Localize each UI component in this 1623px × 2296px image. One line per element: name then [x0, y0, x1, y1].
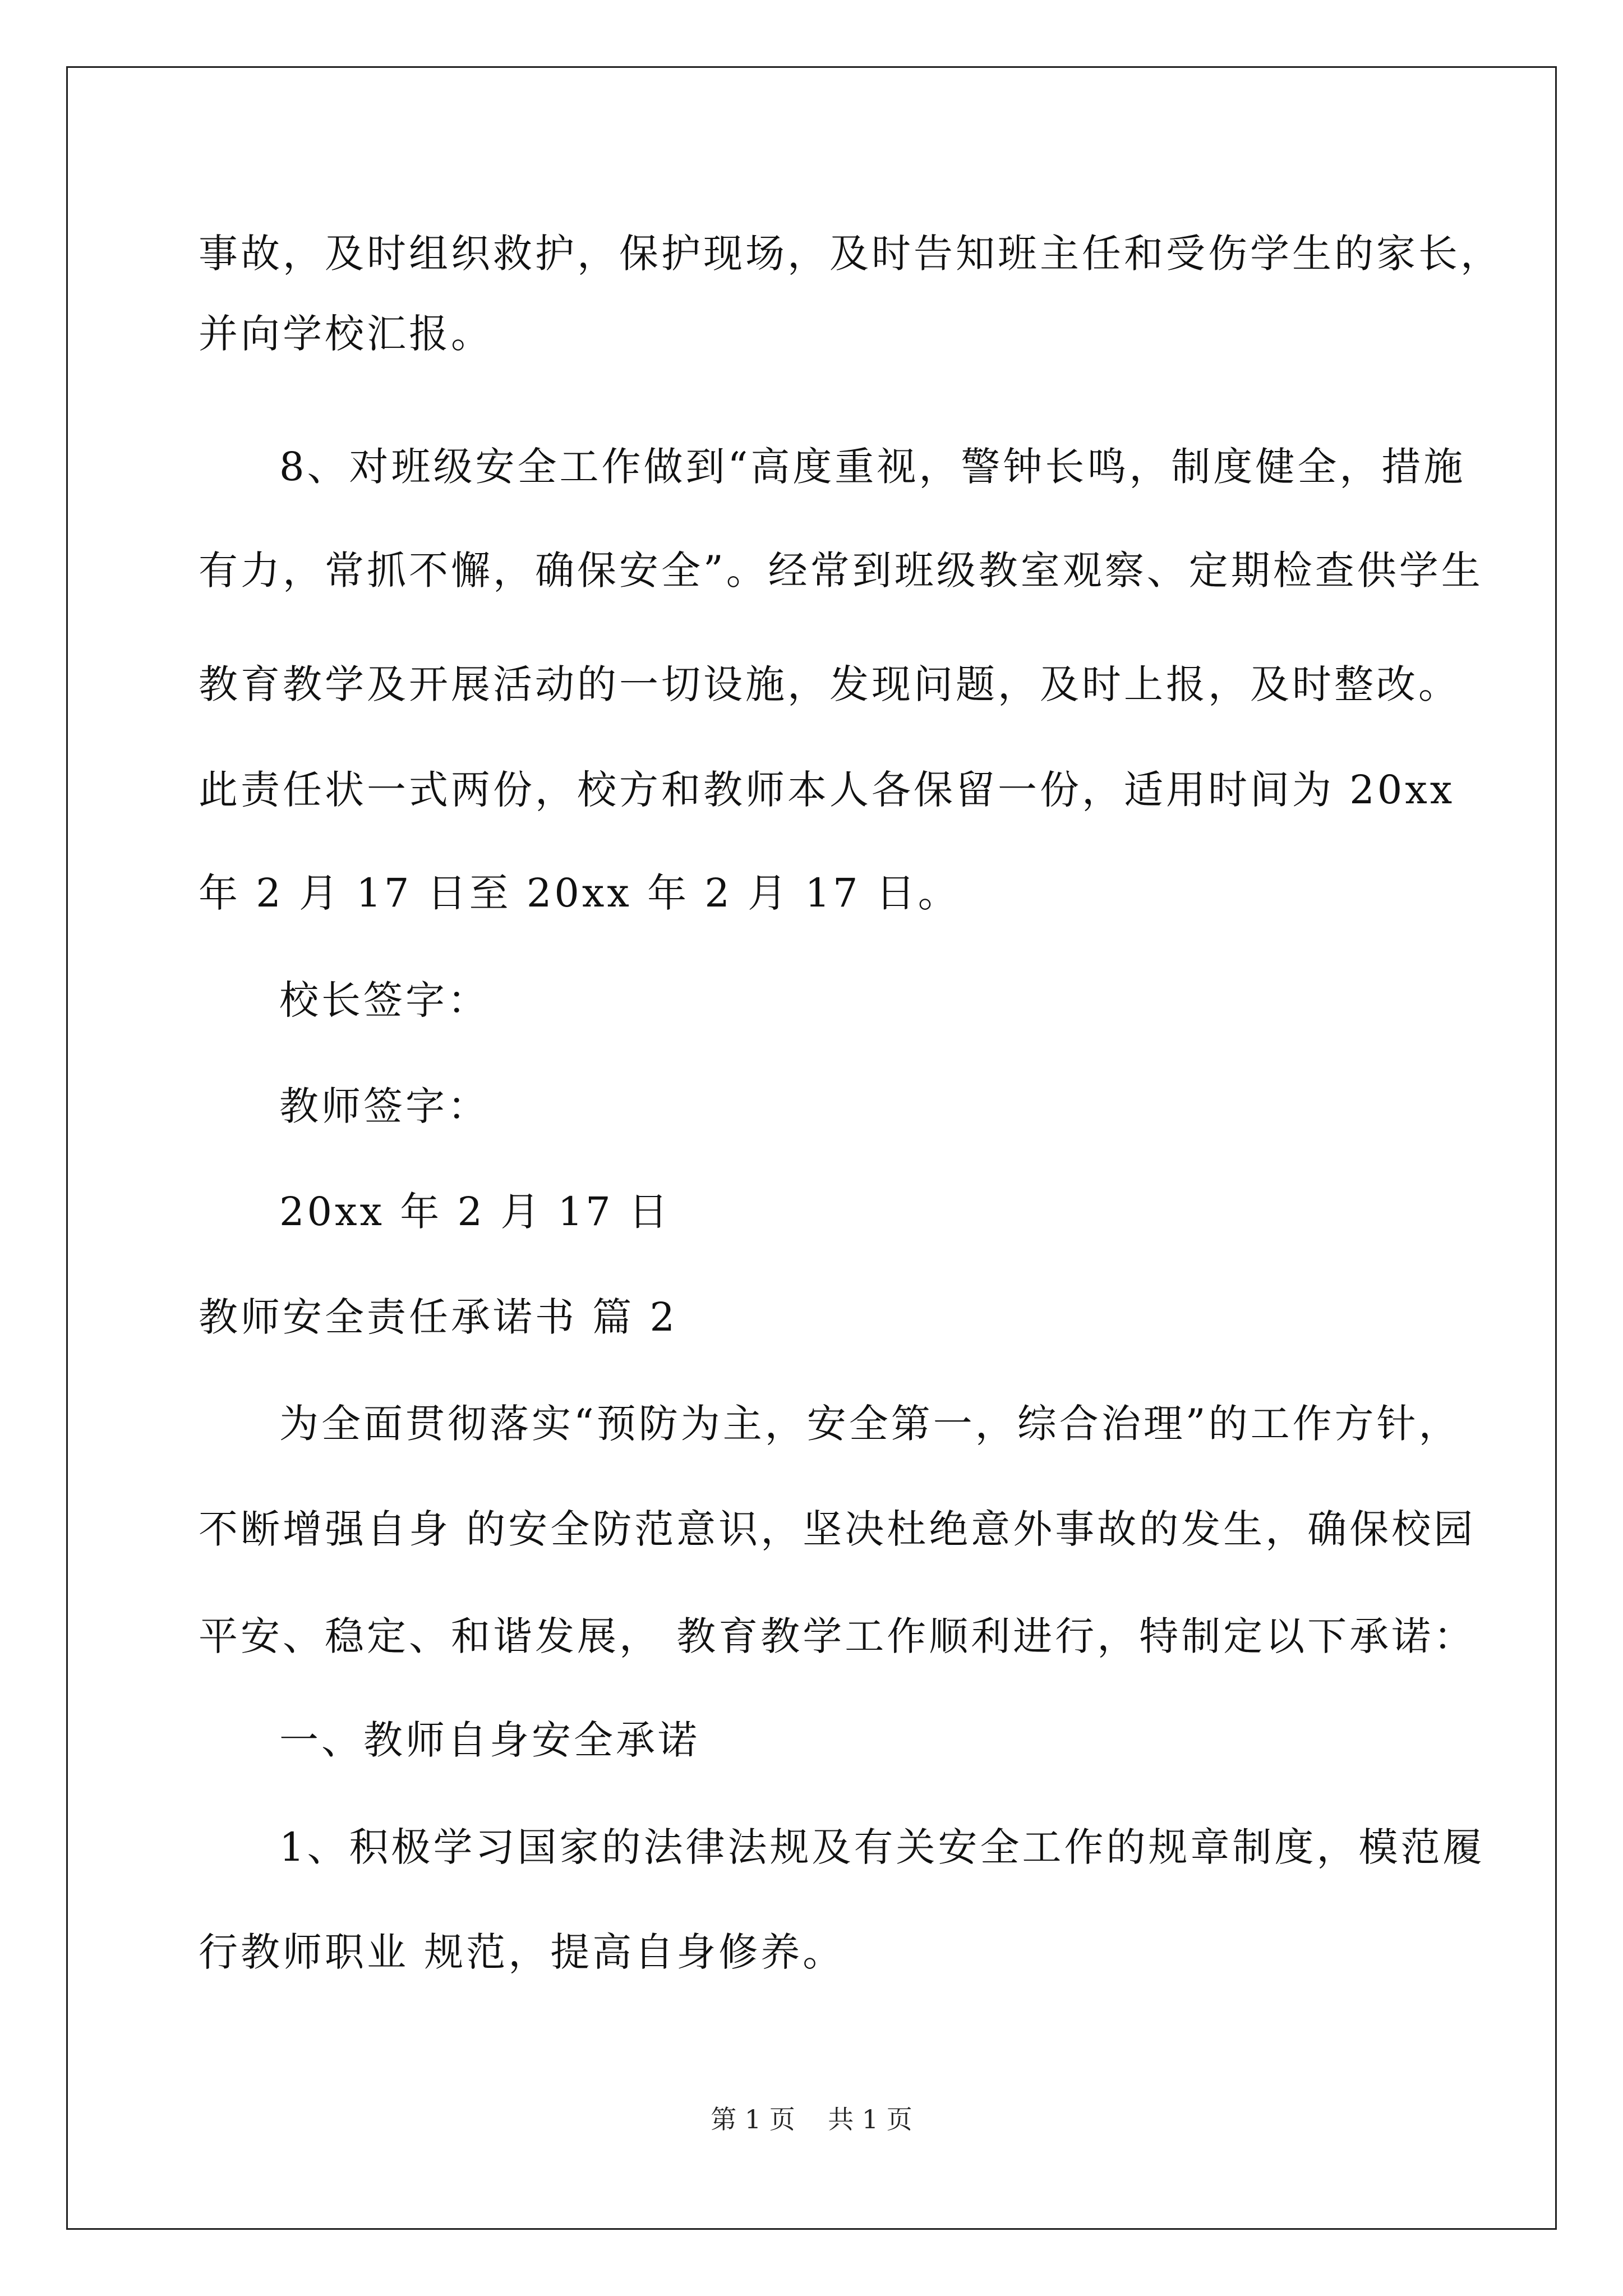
paragraph-line: 8、对班级安全工作做到“高度重视，警钟长鸣，制度健全，措施: [279, 444, 1466, 490]
paragraph-line: 此责任状一式两份，校方和教师本人各保留一份，适用时间为 20xx: [199, 767, 1455, 813]
principal-signature-label: 校长签字：: [279, 977, 490, 1023]
paragraph-line: 并向学校汇报。: [199, 311, 493, 357]
section-title: 教师安全责任承诺书 篇 2: [199, 1294, 678, 1340]
paragraph-line: 教育教学及开展活动的一切设施，发现问题，及时上报，及时整改。: [199, 661, 1460, 707]
page-border: [66, 66, 1557, 2230]
paragraph-line: 平安、稳定、和谐发展， 教育教学工作顺利进行，特制定以下承诺：: [199, 1613, 1476, 1659]
paragraph-line: 行教师职业 规范，提高自身修养。: [199, 1929, 845, 1975]
paragraph-line: 为全面贯彻落实“预防为主，安全第一，综合治理”的工作方针，: [279, 1401, 1461, 1447]
signature-date: 20xx 年 2 月 17 日: [279, 1189, 671, 1235]
teacher-signature-label: 教师签字：: [279, 1083, 490, 1129]
page-number-footer: 第 1 页 共 1 页: [711, 2104, 912, 2134]
paragraph-line: 年 2 月 17 日至 20xx 年 2 月 17 日。: [199, 870, 960, 916]
paragraph-line: 1、积极学习国家的法律法规及有关安全工作的规章制度，模范履: [279, 1824, 1485, 1870]
subsection-heading: 一、教师自身安全承诺: [279, 1717, 700, 1763]
paragraph-line: 不断增强自身 的安全防范意识，坚决杜绝意外事故的发生，确保校园: [199, 1506, 1476, 1552]
paragraph-line: 有力，常抓不懈，确保安全”。经常到班级教室观察、定期检查供学生: [199, 547, 1483, 593]
paragraph-line: 事故，及时组织救护，保护现场，及时告知班主任和受伤学生的家长，: [199, 231, 1502, 277]
